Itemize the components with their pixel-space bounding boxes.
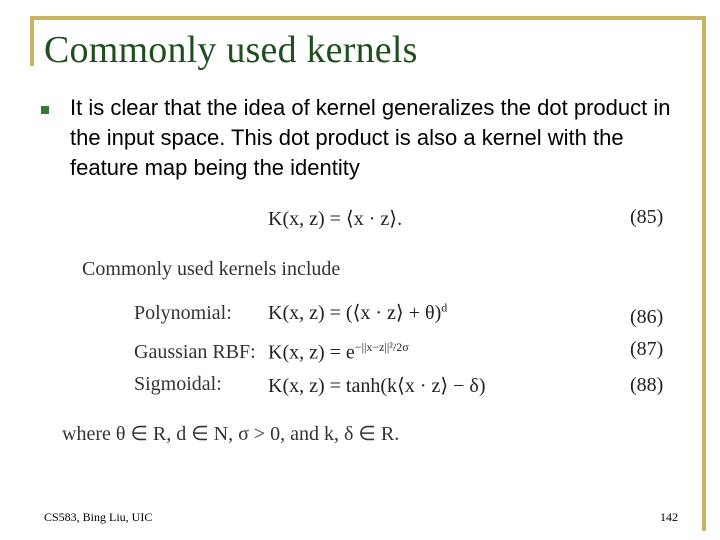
sigmoidal-label: Sigmoidal: (134, 373, 222, 395)
gaussian-rbf-formula-body: K(x, z) = e (268, 341, 355, 364)
polynomial-formula-body: K(x, z) = (⟨x · z⟩ + θ) (268, 302, 442, 324)
polynomial-formula (268, 300, 447, 325)
sigmoidal-formula: K(x, z) = tanh(k⟨x · z⟩ − δ) (268, 375, 486, 397)
frame-top-rule (30, 16, 706, 20)
gaussian-rbf-label: Gaussian RBF: (134, 341, 256, 363)
footer-credit: CS583, Bing Liu, UIC (44, 510, 153, 524)
equation-86-number: (86) (630, 306, 664, 328)
polynomial-exponent: d (441, 300, 448, 315)
frame-right-rule (702, 16, 706, 531)
bullet-square-icon (41, 106, 49, 114)
frame-left-rule (30, 16, 34, 66)
slide-title: Commonly used kernels (44, 29, 418, 71)
equation-88-number: (88) (630, 374, 664, 396)
equation-85-number: (85) (630, 206, 664, 228)
equation-87-number: (87) (630, 338, 664, 360)
kernels-intro: Commonly used kernels include (82, 258, 341, 280)
polynomial-label: Polynomial: (134, 302, 232, 324)
page-number: 142 (660, 510, 678, 524)
gaussian-rbf-exponent: −||x−z||²/2σ (354, 340, 409, 354)
where-clause: where θ ∈ R, d ∈ N, σ > 0, and k, δ ∈ R. (62, 423, 400, 445)
bullet-text: It is clear that the idea of kernel generalizes the dot product in the input space. This dot product is also a kernel with the feature map being the identity (70, 95, 671, 180)
gaussian-rbf-formula (268, 340, 409, 365)
equation-85: K(x, z) = ⟨x · z⟩. (268, 208, 403, 230)
